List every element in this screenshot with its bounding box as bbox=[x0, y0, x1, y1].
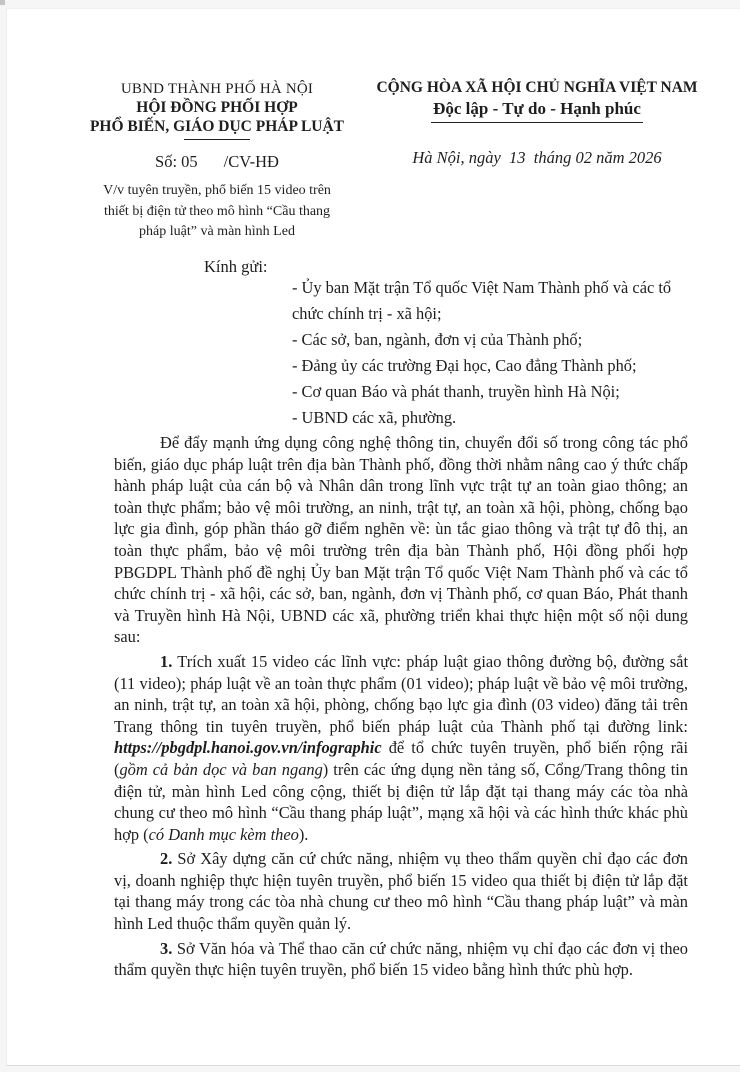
issuer-org-name-2: PHỔ BIẾN, GIÁO DỤC PHÁP LUẬT bbox=[89, 118, 345, 135]
paragraph bbox=[114, 938, 688, 981]
paragraphs bbox=[114, 432, 688, 981]
subject-note bbox=[102, 181, 332, 243]
issuer-underline bbox=[184, 139, 250, 140]
subject-line: V/v tuyên truyền, phổ biến 15 video trên bbox=[103, 183, 331, 198]
national-title: CỘNG HÒA XÃ HỘI CHỦ NGHĨA VIỆT NAM bbox=[376, 79, 698, 96]
doc-symbol: /CV-HĐ bbox=[223, 152, 279, 171]
national-header-block bbox=[359, 79, 715, 168]
scan-corner-artifact bbox=[0, 0, 5, 5]
issuer-parent-org: UBND THÀNH PHỐ HÀ NỘI bbox=[120, 81, 314, 97]
place-date-line: Hà Nội, ngày 13 tháng 02 năm 2026 bbox=[412, 148, 662, 167]
issuer-org-name-1: HỘI ĐỒNG PHỐI HỢP bbox=[136, 99, 298, 116]
recipient-item: - Đảng ủy các trường Đại học, Cao đẳng Thành phố; bbox=[292, 356, 637, 375]
document-page bbox=[6, 8, 740, 1066]
text-run: Sở Văn hóa và Thể thao căn cứ chức năng, nhiệm vụ chỉ đạo các đơn vị theo thẩm quyền thực hiện tuyên truyền, phổ biến 15 video bằng hình thức phù hợp. bbox=[114, 938, 688, 980]
paragraph bbox=[114, 848, 688, 934]
paragraph bbox=[114, 432, 688, 648]
text-run: Trích xuất 15 video các lĩnh vực: pháp luật giao thông đường bộ, đường sắt (11 video); pháp luật về an toàn thực phẩm (01 video); pháp luật về bảo vệ môi trường, an ninh, trật tự, an toàn xã hội, phòng, chống bạo lực gia đình (03 video) đăng tải trên Trang thông tin tuyên truyền, phổ biến pháp luật của Thành phố tại đường link: bbox=[114, 651, 688, 736]
text-run: gồm cả bản dọc và ban ngang bbox=[119, 759, 323, 779]
issuer-block bbox=[69, 80, 365, 243]
motto-underline bbox=[431, 122, 643, 123]
recipient-item: - UBND các xã, phường. bbox=[292, 408, 457, 427]
text-run: để tổ chức tuyên truyền, phổ biến rộng rãi ( bbox=[114, 738, 688, 779]
subject-line: pháp luật” và màn hình Led bbox=[139, 224, 295, 239]
text-run: 1. bbox=[160, 651, 173, 671]
text-run: 3. bbox=[160, 938, 173, 958]
salutation-label: Kính gửi: bbox=[204, 257, 268, 276]
text-run: Sở Xây dựng căn cứ chức năng, nhiệm vụ theo thẩm quyền chỉ đạo các đơn vị, doanh nghiệp thực hiện tuyên truyền, phổ biến 15 video qua thiết bị điện tử lắp đặt tại thang máy trong các tòa nhà chung cư theo mô hình “Cầu thang pháp luật” và màn hình Led thuộc thẩm quyền quản lý. bbox=[114, 849, 688, 934]
recipients-list bbox=[292, 275, 678, 431]
text-run: ). bbox=[298, 824, 309, 844]
paragraph bbox=[114, 651, 688, 845]
letter-body bbox=[114, 256, 688, 984]
subject-line: thiết bị điện tử theo mô hình “Cầu thang bbox=[103, 203, 331, 219]
recipient-item: - Ủy ban Mặt trận Tổ quốc Việt Nam Thành phố và các tổ chức chính trị - xã hội; bbox=[292, 278, 672, 323]
recipient-item: - Cơ quan Báo và phát thanh, truyền hình Hà Nội; bbox=[292, 382, 620, 401]
text-run: 2. bbox=[160, 849, 173, 869]
recipient-item: - Các sở, ban, ngành, đơn vị của Thành phố; bbox=[292, 330, 583, 349]
text-run: có Danh mục kèm theo bbox=[148, 824, 299, 844]
national-motto: Độc lập - Tự do - Hạnh phúc bbox=[433, 99, 641, 118]
url-text: https://pbgdpl.hanoi.gov.vn/infographic bbox=[114, 738, 382, 758]
doc-number-line bbox=[69, 152, 365, 172]
text-run: ) trên các ứng dụng nền tảng số, Cổng/Trang thông tin điện tử, màn hình Led công cộng, thiết bị điện tử lắp đặt tại thang máy các tòa nhà chung cư theo mô hình “Cầu thang pháp luật”, mạng xã hội và các hình thức khác phù hợp ( bbox=[114, 759, 689, 844]
text-run: Để đẩy mạnh ứng dụng công nghệ thông tin, chuyển đổi số trong công tác phổ biến, giáo dục pháp luật trên địa bàn Thành phố, đồng thời nhằm nâng cao ý thức chấp hành pháp luật của cán bộ và Nhân dân trong lĩnh vực trật tự an toàn giao thông; an toàn thực phẩm; bảo vệ môi trường, an ninh, trật tự, an toàn xã hội, phòng, chống bạo lực gia đình, góp phần tháo gỡ điểm nghẽn về: ùn tắc giao thông và trật tự đô thị, an toàn thực phẩm, bảo vệ môi trường trên địa bàn Thành phố, Hội đồng phối hợp PBGDPL Thành phố đề nghị Ủy ban Mặt trận Tổ quốc Việt Nam Thành phố và các tổ chức chính trị - xã hội, các sở, ban, ngành, đơn vị Thành phố, cơ quan Báo, Phát thanh và Truyền hình Hà Nội, UBND các xã, phường triển khai thực hiện một số nội dung sau: bbox=[114, 433, 688, 647]
doc-number: Số: 05 bbox=[155, 152, 198, 171]
